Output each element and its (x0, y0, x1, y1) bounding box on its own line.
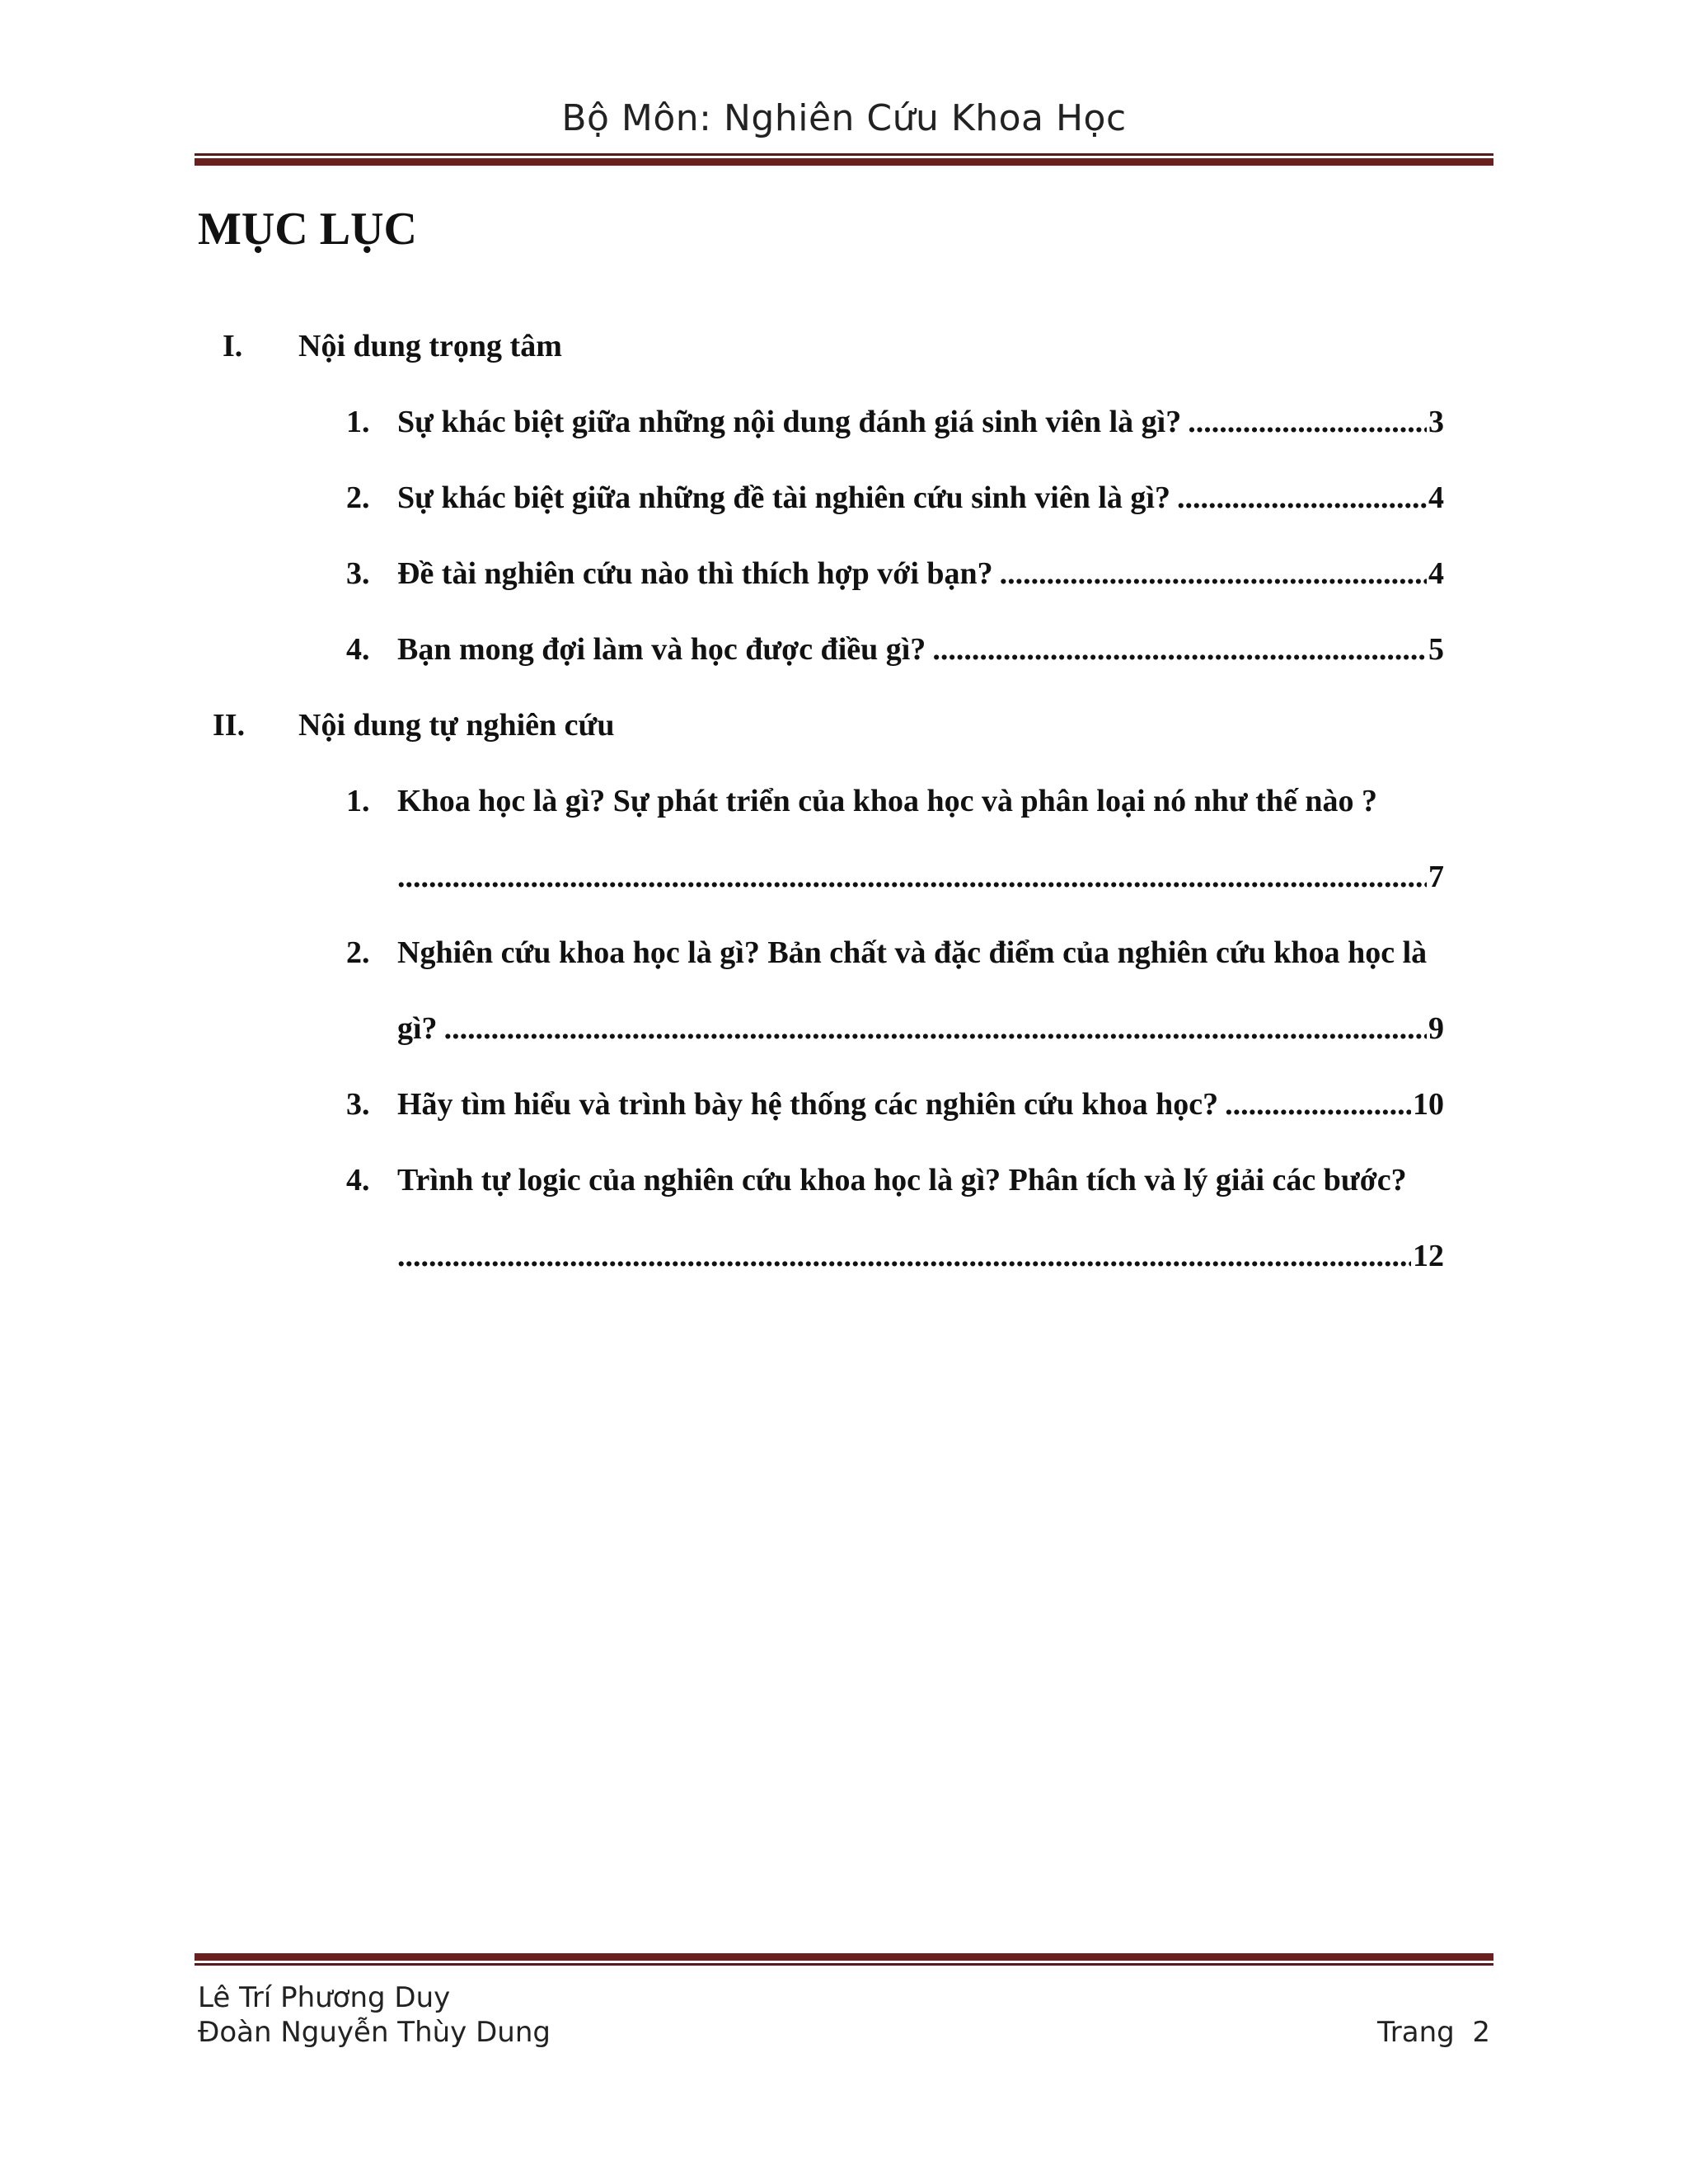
section-number: II. (213, 708, 246, 743)
entry-title: Đề tài nghiên cứu nào thì thích hợp với bạn? (397, 556, 993, 591)
dot-leader (1225, 1086, 1411, 1122)
entry-number: 2. (346, 480, 370, 515)
entry-number: 3. (346, 1087, 370, 1122)
header-title: Bộ Môn: Nghiên Cứu Khoa Học (561, 97, 1127, 139)
footer-author-1: Lê Trí Phương Duy (198, 1981, 451, 2014)
dot-leader (932, 631, 1427, 668)
dot-leader (444, 1010, 1427, 1047)
entry-page-number: 4 (1428, 556, 1444, 591)
entry-title-line2: gì? (397, 1011, 438, 1046)
footer-rule-thick (195, 1953, 1493, 1961)
entry-number: 4. (346, 1163, 370, 1197)
dot-leader (397, 1238, 1411, 1274)
entry-title-line1: Nghiên cứu khoa học là gì? Bản chất và đặc điểm của nghiên cứu khoa học là (397, 935, 1428, 970)
header-rule-thick (195, 158, 1493, 166)
entry-number: 1. (346, 405, 370, 439)
entry-title-line1: Trình tự logic của nghiên cứu khoa học là gì? Phân tích và lý giải các bước? (397, 1163, 1407, 1197)
entry-page-number: 4 (1428, 480, 1444, 515)
entry-title-line1: Khoa học là gì? Sự phát triển của khoa học và phân loại nó như thế nào ? (397, 784, 1378, 818)
dot-leader (397, 859, 1427, 895)
entry-title: Bạn mong đợi làm và học được điều gì? (397, 632, 926, 667)
section-number: I. (223, 329, 243, 363)
entry-page-number: 5 (1428, 632, 1444, 667)
entry-page-number: 12 (1413, 1239, 1444, 1273)
dot-leader (1177, 480, 1427, 516)
entry-number: 2. (346, 935, 370, 970)
footer-page-number: Trang 2 (1377, 2016, 1490, 2049)
entry-title: Hãy tìm hiểu và trình bày hệ thống các nghiên cứu khoa học? (397, 1087, 1219, 1122)
entry-page-number: 7 (1428, 860, 1444, 894)
dot-leader (1000, 555, 1427, 592)
entry-page-number: 10 (1413, 1087, 1444, 1122)
entry-title: Sự khác biệt giữa những đề tài nghiên cứu sinh viên là gì? (397, 480, 1170, 515)
entry-page-number: 9 (1428, 1011, 1444, 1046)
entry-number: 1. (346, 784, 370, 818)
footer-rule-thin (195, 1963, 1493, 1966)
entry-number: 3. (346, 556, 370, 591)
header-rule-thin (195, 153, 1493, 156)
dot-leader (1188, 404, 1427, 440)
entry-number: 4. (346, 632, 370, 667)
entry-page-number: 3 (1428, 405, 1444, 439)
section-title: Nội dung trọng tâm (298, 329, 562, 363)
footer-author-2: Đoàn Nguyễn Thùy Dung (198, 2016, 551, 2049)
section-title: Nội dung tự nghiên cứu (298, 708, 615, 743)
entry-title: Sự khác biệt giữa những nội dung đánh giá sinh viên là gì? (397, 405, 1182, 439)
toc-heading: MỤC LỤC (198, 204, 417, 255)
